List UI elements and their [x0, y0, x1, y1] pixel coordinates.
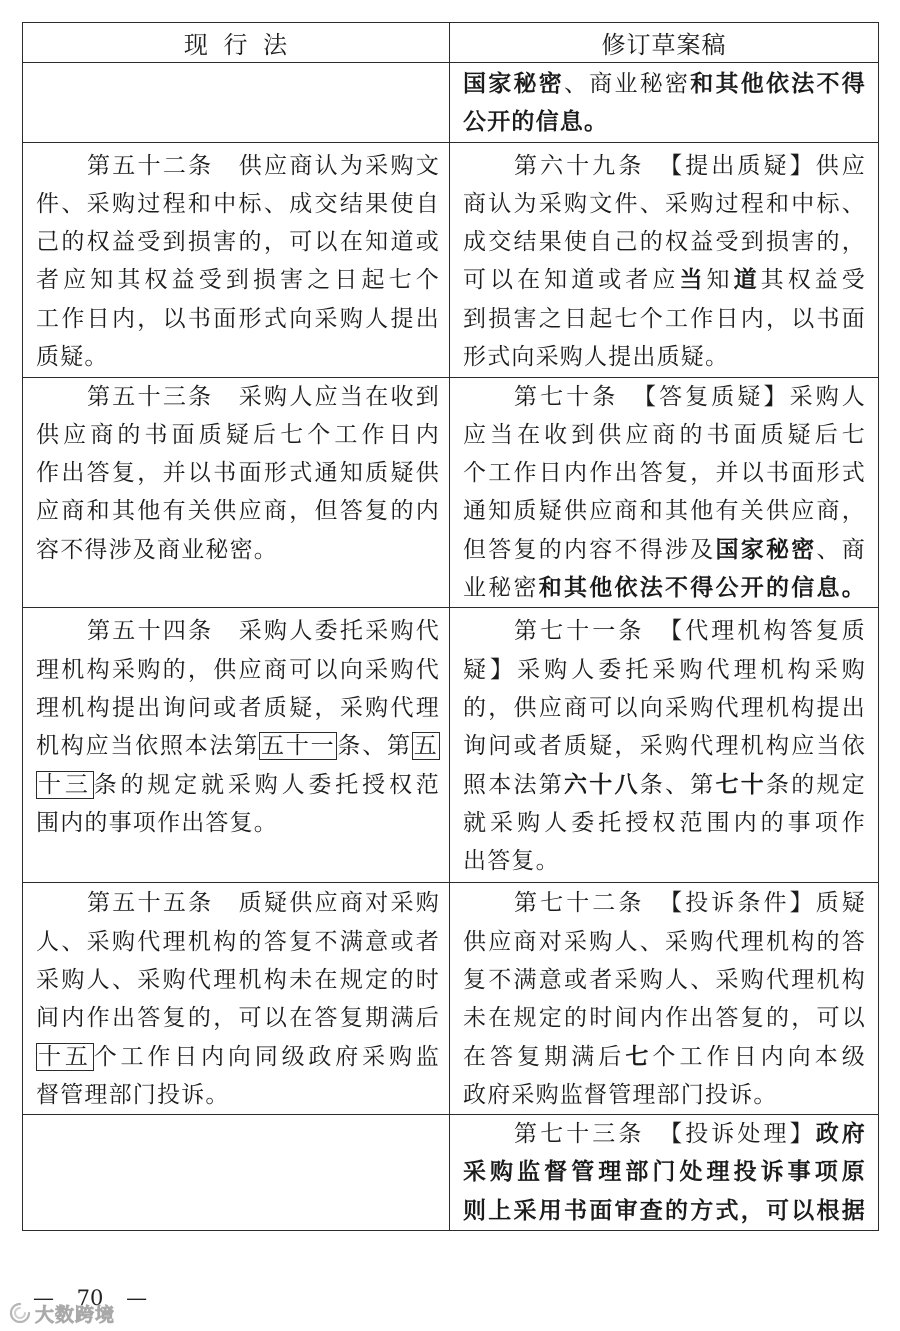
text-segment: 督管理部门投诉。	[36, 1081, 230, 1108]
text-line	[36, 185, 440, 223]
text-line	[36, 261, 440, 299]
current-law-cell	[23, 1115, 450, 1231]
current-law-cell	[23, 883, 450, 1115]
text-segment: 人、采购代理机构的答复不满意或者	[36, 928, 440, 955]
text-line	[463, 612, 866, 650]
text-line	[36, 492, 440, 530]
text-segment: 作出答复，并以书面形式通知质疑供	[36, 460, 440, 487]
text-segment: 采购人、采购代理机构未在规定的时	[36, 966, 440, 993]
text-line	[36, 1038, 440, 1076]
text-segment: 第七十条 【答复质疑】采购人	[514, 383, 866, 410]
text-segment: 第五十四条 采购人委托采购代	[87, 618, 440, 645]
text-segment: 出答复。	[463, 848, 560, 875]
current-law-header-label: 现 行 法	[183, 31, 289, 59]
text-line	[463, 65, 866, 103]
text-segment: 第五十五条 质疑供应商对采购	[87, 890, 440, 917]
emphasized-text: 七十	[715, 771, 766, 798]
text-segment: 理机构提出询问或者质疑，采购代理	[36, 694, 440, 721]
page-number: — 70 —	[33, 1286, 148, 1310]
text-segment: 第七十三条 【投诉处理】	[514, 1121, 816, 1148]
text-line	[463, 416, 866, 454]
current-law-cell	[23, 608, 450, 883]
comparison-row	[23, 1115, 879, 1231]
text-segment: 成交结果使自己的权益受到损害的，	[463, 229, 866, 256]
draft-header-label: 修订草案稿	[601, 31, 727, 59]
text-line	[463, 223, 866, 261]
emphasized-text: 国家秘密	[463, 71, 565, 97]
text-line	[36, 689, 440, 727]
text-line	[463, 651, 866, 689]
comparison-row	[23, 883, 879, 1115]
text-segment: 知	[706, 267, 734, 294]
text-line	[36, 766, 440, 804]
text-line	[36, 454, 440, 492]
emphasized-text: 道	[733, 267, 761, 294]
text-segment: 应商和其他有关供应商，但答复的内	[36, 498, 440, 525]
comparison-row	[23, 377, 879, 608]
comparison-row	[23, 63, 879, 143]
text-segment: 者应知其权益受到损害之日起七个	[36, 267, 440, 294]
emphasized-text: 公开的信息。	[463, 109, 609, 136]
comparison-table	[22, 22, 879, 1231]
text-segment: 第七十二条 【投诉条件】质疑	[514, 890, 866, 917]
text-line	[36, 147, 440, 185]
draft-cell	[450, 377, 879, 608]
text-segment: 到损害之日起七个工作日内，以书面	[463, 305, 866, 332]
text-line	[463, 804, 866, 842]
text-segment: 第五十三条 采购人应当在收到	[87, 383, 440, 410]
text-segment: 复不满意或者采购人、采购代理机构	[463, 966, 866, 993]
text-segment: 应当在收到供应商的书面质疑后七	[463, 421, 866, 448]
text-segment: 条的规定就采购人委托授权范	[93, 771, 440, 798]
swirl-logo-icon	[8, 1301, 32, 1325]
text-segment: 条、第	[337, 733, 412, 760]
text-segment: 供应商对采购人、采购代理机构的答	[463, 928, 866, 955]
text-segment: 可以在知道或者应	[463, 267, 680, 294]
text-line	[463, 1153, 866, 1191]
emphasized-text: 国家秘密	[715, 536, 817, 563]
draft-header	[450, 23, 879, 63]
text-segment: 第六十九条 【提出质疑】供应	[514, 152, 866, 179]
text-line	[463, 338, 866, 376]
text-line	[36, 923, 440, 961]
boxed-text: 五	[413, 733, 438, 760]
text-line	[463, 923, 866, 961]
comparison-row	[23, 608, 879, 883]
text-line	[36, 300, 440, 338]
text-line	[463, 147, 866, 185]
text-line	[463, 689, 866, 727]
text-line	[463, 103, 866, 141]
emphasized-text: 和其他依法不得公开的信息。	[538, 575, 866, 602]
text-line	[36, 612, 440, 650]
text-line	[36, 727, 440, 765]
text-segment: 在答复期满后	[463, 1043, 626, 1070]
text-segment: 照本法第	[463, 771, 564, 798]
boxed-text: 十五	[38, 1043, 92, 1070]
text-segment: 个工作日内向同级政府采购监	[93, 1043, 440, 1070]
text-segment: 其权益受	[760, 267, 867, 294]
emphasized-text: 六十八	[564, 771, 640, 798]
draft-cell	[450, 142, 879, 377]
text-line	[463, 1076, 866, 1114]
text-line	[463, 1115, 866, 1153]
text-line	[463, 378, 866, 416]
text-line	[36, 1076, 440, 1114]
text-line	[36, 961, 440, 999]
text-segment: 未在规定的时间内作出答复的，可以	[463, 1005, 866, 1032]
current-law-cell	[23, 63, 450, 143]
text-segment: 条的规定	[766, 771, 866, 798]
text-segment: 、商业秘密	[564, 71, 691, 97]
text-segment: 条、第	[639, 771, 716, 798]
text-segment: 、商	[816, 536, 866, 563]
text-segment: 询问或者质疑，采购代理机构应当依	[463, 733, 866, 760]
text-line	[36, 338, 440, 376]
boxed-text: 十三	[38, 771, 92, 798]
emphasized-text: 政府	[815, 1121, 867, 1148]
header-row	[23, 23, 879, 63]
text-segment: 个工作日内作出答复，并以书面形式	[463, 460, 866, 487]
text-line	[463, 454, 866, 492]
current-law-header	[23, 23, 450, 63]
text-line	[36, 884, 440, 922]
text-segment: 己的权益受到损害的，可以在知道或	[36, 229, 440, 256]
text-line	[463, 884, 866, 922]
emphasized-text: 采购监督管理部门处理投诉事项原	[463, 1159, 866, 1186]
text-segment: 围内的事项作出答复。	[36, 809, 278, 836]
text-line	[463, 961, 866, 999]
text-segment: 疑】采购人委托采购代理机构采购	[463, 656, 866, 683]
draft-cell	[450, 1115, 879, 1231]
emphasized-text: 当	[679, 267, 707, 294]
draft-cell	[450, 883, 879, 1115]
comparison-row	[23, 142, 879, 377]
text-segment: 个工作日内向本级	[652, 1043, 866, 1070]
text-line	[36, 651, 440, 689]
emphasized-text: 则上采用书面审查的方式，可以根据	[463, 1197, 866, 1224]
comparison-rows	[23, 63, 879, 1231]
text-line	[463, 1192, 866, 1230]
text-line	[463, 1038, 866, 1076]
text-segment: 理机构采购的，供应商可以向采购代	[36, 656, 440, 683]
text-line	[463, 569, 866, 607]
text-segment: 件、采购过程和中标、成交结果使自	[36, 190, 440, 217]
text-segment: 业秘密	[463, 575, 539, 602]
text-line	[463, 492, 866, 530]
text-line	[36, 223, 440, 261]
current-law-cell	[23, 377, 450, 608]
text-line	[463, 842, 866, 880]
text-segment: 质疑。	[36, 344, 109, 371]
text-segment: 商认为采购文件、采购过程和中标、	[463, 190, 866, 217]
text-segment: 就采购人委托授权范围内的事项作	[463, 809, 866, 836]
text-line	[36, 804, 440, 842]
current-law-cell	[23, 142, 450, 377]
text-segment: 供应商的书面质疑后七个工作日内	[36, 421, 440, 448]
text-segment: 机构应当依照本法第	[36, 733, 260, 760]
draft-cell	[450, 63, 879, 143]
emphasized-text: 和其他依法不得	[690, 71, 866, 97]
boxed-text: 五十一	[261, 733, 336, 760]
text-line	[36, 999, 440, 1037]
text-line	[36, 378, 440, 416]
text-segment: 第七十一条 【代理机构答复质	[514, 618, 866, 645]
text-line	[463, 531, 866, 569]
text-line	[36, 416, 440, 454]
emphasized-text: 七	[625, 1043, 653, 1070]
text-line	[463, 727, 866, 765]
text-segment: 但答复的内容不得涉及	[463, 536, 716, 563]
text-segment: 通知质疑供应商和其他有关供应商，	[463, 498, 866, 525]
text-segment: 工作日内，以书面形式向采购人提出	[36, 305, 440, 332]
watermark	[8, 1300, 115, 1326]
text-segment: 容不得涉及商业秘密。	[36, 536, 278, 563]
text-line	[463, 300, 866, 338]
draft-cell	[450, 608, 879, 883]
text-line	[463, 766, 866, 804]
text-line	[463, 261, 866, 299]
text-line	[463, 185, 866, 223]
text-segment: 间内作出答复的，可以在答复期满后	[36, 1005, 440, 1032]
text-segment: 形式向采购人提出质疑。	[463, 344, 730, 371]
text-segment: 第五十二条 供应商认为采购文	[87, 152, 440, 179]
text-line	[36, 531, 440, 569]
text-line	[463, 999, 866, 1037]
text-segment: 的，供应商可以向采购代理机构提出	[463, 694, 866, 721]
text-segment: 政府采购监督管理部门投诉。	[463, 1081, 778, 1108]
watermark-text: 大数跨境	[35, 1303, 116, 1326]
